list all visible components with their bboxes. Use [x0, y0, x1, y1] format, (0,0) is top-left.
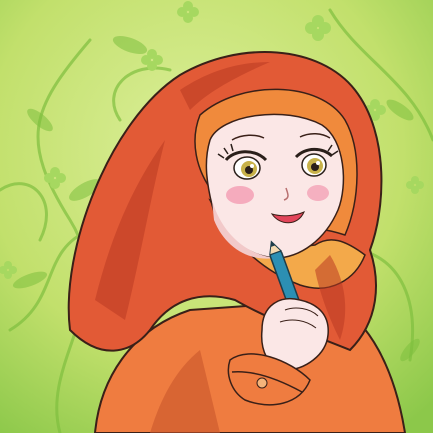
right-cheek — [307, 185, 329, 201]
cuff-button — [257, 378, 267, 388]
left-cheek — [226, 186, 254, 204]
